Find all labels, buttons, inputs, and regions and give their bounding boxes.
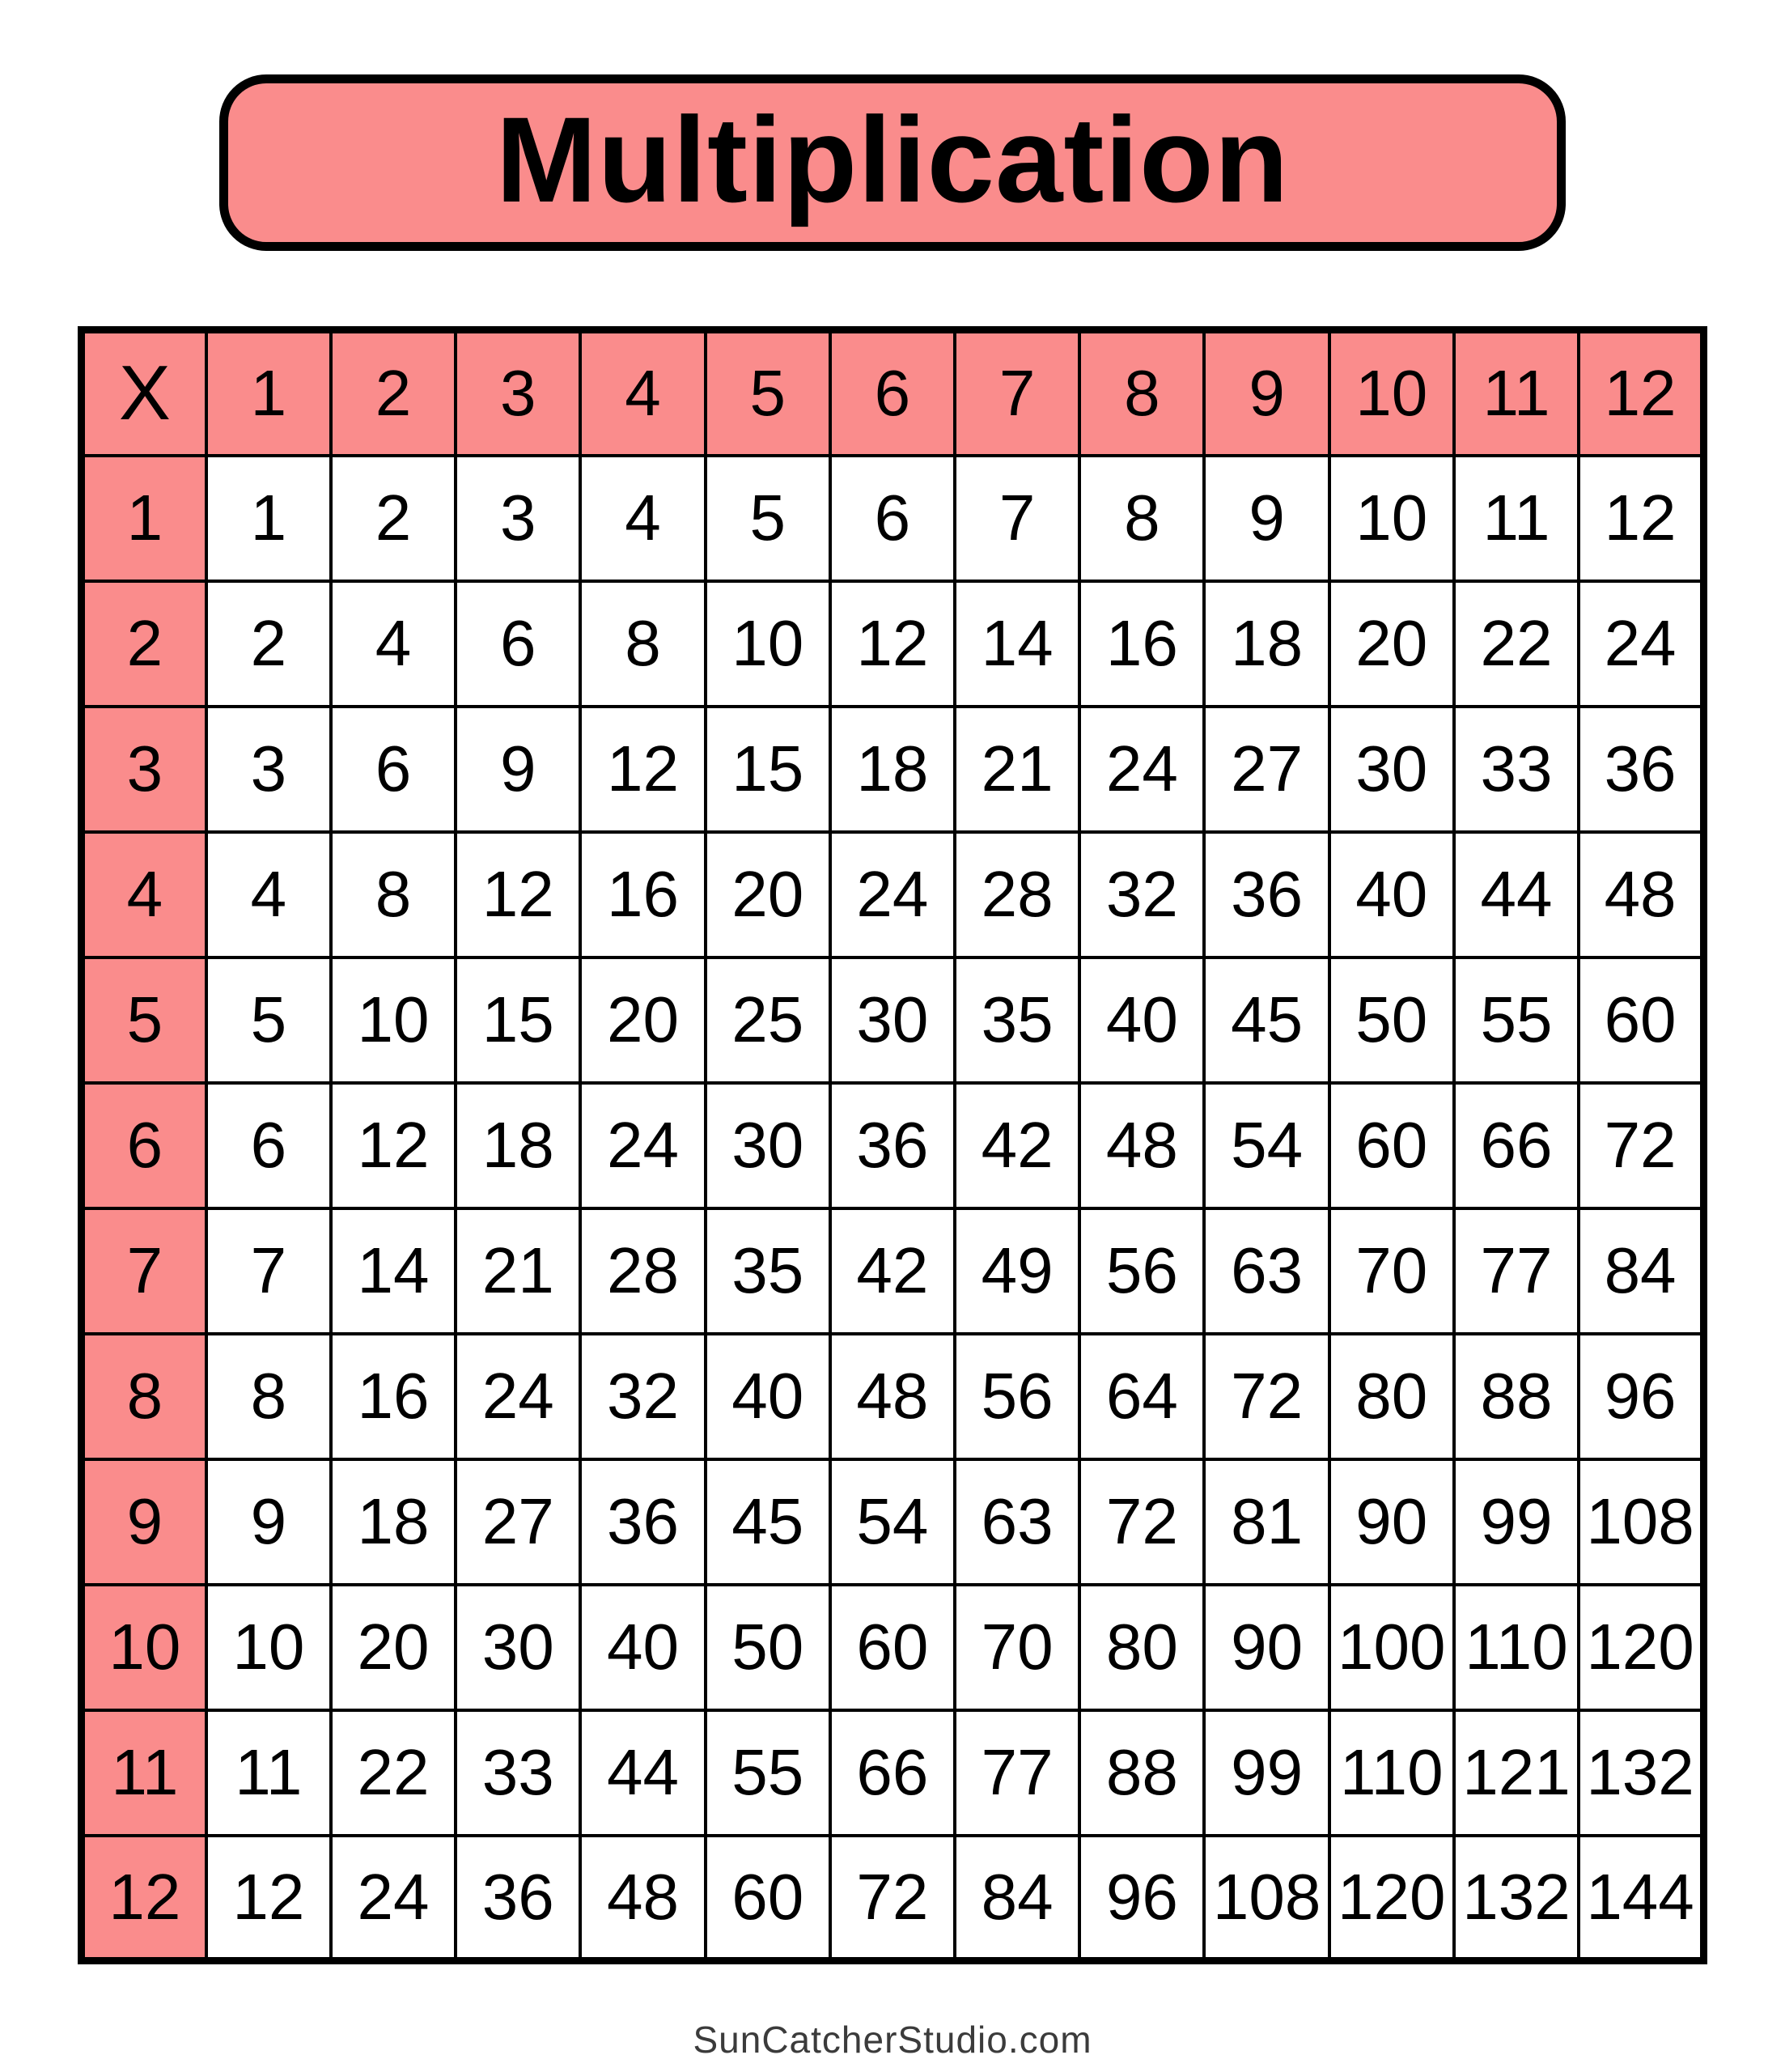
product-cell: 33 (1454, 707, 1579, 832)
product-cell: 88 (1079, 1710, 1204, 1836)
product-cell: 9 (1204, 456, 1329, 581)
product-cell: 60 (706, 1836, 830, 1961)
corner-cell: X (82, 330, 206, 456)
table-row (82, 957, 1704, 1083)
product-cell: 30 (456, 1585, 580, 1710)
table-row (82, 832, 1704, 957)
product-cell: 60 (1579, 957, 1703, 1083)
product-cell: 99 (1204, 1710, 1329, 1836)
product-cell: 72 (1579, 1083, 1703, 1208)
product-cell: 5 (706, 456, 830, 581)
product-cell: 24 (1079, 707, 1204, 832)
product-cell: 72 (830, 1836, 955, 1961)
product-cell: 7 (206, 1208, 331, 1334)
product-cell: 8 (206, 1334, 331, 1459)
product-cell: 88 (1454, 1334, 1579, 1459)
row-header: 3 (82, 707, 206, 832)
product-cell: 60 (830, 1585, 955, 1710)
product-cell: 1 (206, 456, 331, 581)
product-cell: 16 (331, 1334, 456, 1459)
product-cell: 54 (830, 1459, 955, 1585)
product-cell: 70 (1329, 1208, 1454, 1334)
product-cell: 21 (456, 1208, 580, 1334)
product-cell: 36 (1204, 832, 1329, 957)
product-cell: 24 (331, 1836, 456, 1961)
product-cell: 50 (1329, 957, 1454, 1083)
product-cell: 99 (1454, 1459, 1579, 1585)
product-cell: 14 (331, 1208, 456, 1334)
product-cell: 12 (331, 1083, 456, 1208)
product-cell: 42 (830, 1208, 955, 1334)
product-cell: 121 (1454, 1710, 1579, 1836)
product-cell: 33 (456, 1710, 580, 1836)
product-cell: 32 (1079, 832, 1204, 957)
product-cell: 24 (830, 832, 955, 957)
product-cell: 15 (706, 707, 830, 832)
product-cell: 60 (1329, 1083, 1454, 1208)
product-cell: 2 (331, 456, 456, 581)
product-cell: 10 (706, 581, 830, 707)
product-cell: 42 (955, 1083, 1079, 1208)
product-cell: 11 (1454, 456, 1579, 581)
product-cell: 20 (1329, 581, 1454, 707)
product-cell: 22 (1454, 581, 1579, 707)
row-header: 8 (82, 1334, 206, 1459)
product-cell: 5 (206, 957, 331, 1083)
product-cell: 77 (1454, 1208, 1579, 1334)
row-header: 9 (82, 1459, 206, 1585)
product-cell: 48 (580, 1836, 705, 1961)
product-cell: 10 (1329, 456, 1454, 581)
product-cell: 11 (206, 1710, 331, 1836)
product-cell: 12 (1579, 456, 1703, 581)
table-row (82, 707, 1704, 832)
product-cell: 7 (955, 456, 1079, 581)
product-cell: 110 (1454, 1585, 1579, 1710)
product-cell: 48 (1079, 1083, 1204, 1208)
product-cell: 84 (955, 1836, 1079, 1961)
product-cell: 27 (456, 1459, 580, 1585)
table-row (82, 1208, 1704, 1334)
product-cell: 55 (706, 1710, 830, 1836)
product-cell: 20 (331, 1585, 456, 1710)
product-cell: 84 (1579, 1208, 1703, 1334)
product-cell: 56 (1079, 1208, 1204, 1334)
product-cell: 35 (706, 1208, 830, 1334)
product-cell: 40 (706, 1334, 830, 1459)
title-banner (219, 74, 1566, 251)
product-cell: 3 (456, 456, 580, 581)
product-cell: 48 (830, 1334, 955, 1459)
product-cell: 70 (955, 1585, 1079, 1710)
column-header: 1 (206, 330, 331, 456)
product-cell: 80 (1329, 1334, 1454, 1459)
product-cell: 28 (955, 832, 1079, 957)
product-cell: 6 (331, 707, 456, 832)
product-cell: 64 (1079, 1334, 1204, 1459)
product-cell: 27 (1204, 707, 1329, 832)
column-header: 11 (1454, 330, 1579, 456)
table-row (82, 581, 1704, 707)
table-row (82, 1334, 1704, 1459)
product-cell: 12 (830, 581, 955, 707)
row-header: 1 (82, 456, 206, 581)
product-cell: 22 (331, 1710, 456, 1836)
product-cell: 36 (456, 1836, 580, 1961)
row-header: 11 (82, 1710, 206, 1836)
product-cell: 4 (331, 581, 456, 707)
product-cell: 8 (1079, 456, 1204, 581)
product-cell: 77 (955, 1710, 1079, 1836)
product-cell: 4 (206, 832, 331, 957)
product-cell: 4 (580, 456, 705, 581)
product-cell: 35 (955, 957, 1079, 1083)
page-title: Multiplication (495, 91, 1290, 227)
product-cell: 108 (1579, 1459, 1703, 1585)
product-cell: 108 (1204, 1836, 1329, 1961)
product-cell: 132 (1454, 1836, 1579, 1961)
header-row (82, 330, 1704, 456)
product-cell: 63 (955, 1459, 1079, 1585)
product-cell: 40 (580, 1585, 705, 1710)
product-cell: 6 (456, 581, 580, 707)
row-header: 6 (82, 1083, 206, 1208)
row-header: 10 (82, 1585, 206, 1710)
product-cell: 32 (580, 1334, 705, 1459)
product-cell: 6 (206, 1083, 331, 1208)
product-cell: 18 (830, 707, 955, 832)
row-header: 5 (82, 957, 206, 1083)
product-cell: 72 (1204, 1334, 1329, 1459)
product-cell: 30 (830, 957, 955, 1083)
product-cell: 72 (1079, 1459, 1204, 1585)
table-row (82, 1710, 1704, 1836)
column-header: 10 (1329, 330, 1454, 456)
product-cell: 48 (1579, 832, 1703, 957)
column-header: 6 (830, 330, 955, 456)
product-cell: 90 (1329, 1459, 1454, 1585)
product-cell: 81 (1204, 1459, 1329, 1585)
product-cell: 10 (331, 957, 456, 1083)
product-cell: 9 (206, 1459, 331, 1585)
multiplication-table (78, 326, 1707, 1964)
product-cell: 8 (331, 832, 456, 957)
table-row (82, 1836, 1704, 1961)
product-cell: 63 (1204, 1208, 1329, 1334)
product-cell: 49 (955, 1208, 1079, 1334)
product-cell: 28 (580, 1208, 705, 1334)
product-cell: 80 (1079, 1585, 1204, 1710)
product-cell: 20 (706, 832, 830, 957)
product-cell: 2 (206, 581, 331, 707)
product-cell: 12 (580, 707, 705, 832)
product-cell: 24 (1579, 581, 1703, 707)
product-cell: 54 (1204, 1083, 1329, 1208)
product-cell: 3 (206, 707, 331, 832)
column-header: 4 (580, 330, 705, 456)
product-cell: 120 (1329, 1836, 1454, 1961)
product-cell: 36 (580, 1459, 705, 1585)
product-cell: 24 (456, 1334, 580, 1459)
product-cell: 90 (1204, 1585, 1329, 1710)
row-header: 2 (82, 581, 206, 707)
table-row (82, 456, 1704, 581)
footer-credit: SunCatcherStudio.com (693, 2019, 1092, 2061)
product-cell: 44 (1454, 832, 1579, 957)
product-cell: 110 (1329, 1710, 1454, 1836)
product-cell: 100 (1329, 1585, 1454, 1710)
table-row (82, 1083, 1704, 1208)
product-cell: 24 (580, 1083, 705, 1208)
product-cell: 36 (830, 1083, 955, 1208)
product-cell: 30 (1329, 707, 1454, 832)
table-row (82, 1459, 1704, 1585)
column-header: 12 (1579, 330, 1703, 456)
column-header: 8 (1079, 330, 1204, 456)
product-cell: 18 (331, 1459, 456, 1585)
product-cell: 44 (580, 1710, 705, 1836)
product-cell: 56 (955, 1334, 1079, 1459)
product-cell: 55 (1454, 957, 1579, 1083)
product-cell: 16 (580, 832, 705, 957)
product-cell: 16 (1079, 581, 1204, 707)
product-cell: 18 (456, 1083, 580, 1208)
product-cell: 21 (955, 707, 1079, 832)
product-cell: 120 (1579, 1585, 1703, 1710)
product-cell: 96 (1579, 1334, 1703, 1459)
product-cell: 18 (1204, 581, 1329, 707)
product-cell: 96 (1079, 1836, 1204, 1961)
product-cell: 45 (706, 1459, 830, 1585)
product-cell: 30 (706, 1083, 830, 1208)
product-cell: 66 (1454, 1083, 1579, 1208)
row-header: 12 (82, 1836, 206, 1961)
product-cell: 45 (1204, 957, 1329, 1083)
product-cell: 15 (456, 957, 580, 1083)
product-cell: 25 (706, 957, 830, 1083)
product-cell: 6 (830, 456, 955, 581)
column-header: 3 (456, 330, 580, 456)
table-row (82, 1585, 1704, 1710)
column-header: 9 (1204, 330, 1329, 456)
product-cell: 12 (456, 832, 580, 957)
product-cell: 9 (456, 707, 580, 832)
product-cell: 14 (955, 581, 1079, 707)
product-cell: 144 (1579, 1836, 1703, 1961)
row-header: 7 (82, 1208, 206, 1334)
product-cell: 40 (1329, 832, 1454, 957)
row-header: 4 (82, 832, 206, 957)
column-header: 2 (331, 330, 456, 456)
product-cell: 10 (206, 1585, 331, 1710)
product-cell: 36 (1579, 707, 1703, 832)
product-cell: 8 (580, 581, 705, 707)
product-cell: 66 (830, 1710, 955, 1836)
column-header: 5 (706, 330, 830, 456)
product-cell: 20 (580, 957, 705, 1083)
product-cell: 12 (206, 1836, 331, 1961)
product-cell: 40 (1079, 957, 1204, 1083)
product-cell: 50 (706, 1585, 830, 1710)
product-cell: 132 (1579, 1710, 1703, 1836)
column-header: 7 (955, 330, 1079, 456)
